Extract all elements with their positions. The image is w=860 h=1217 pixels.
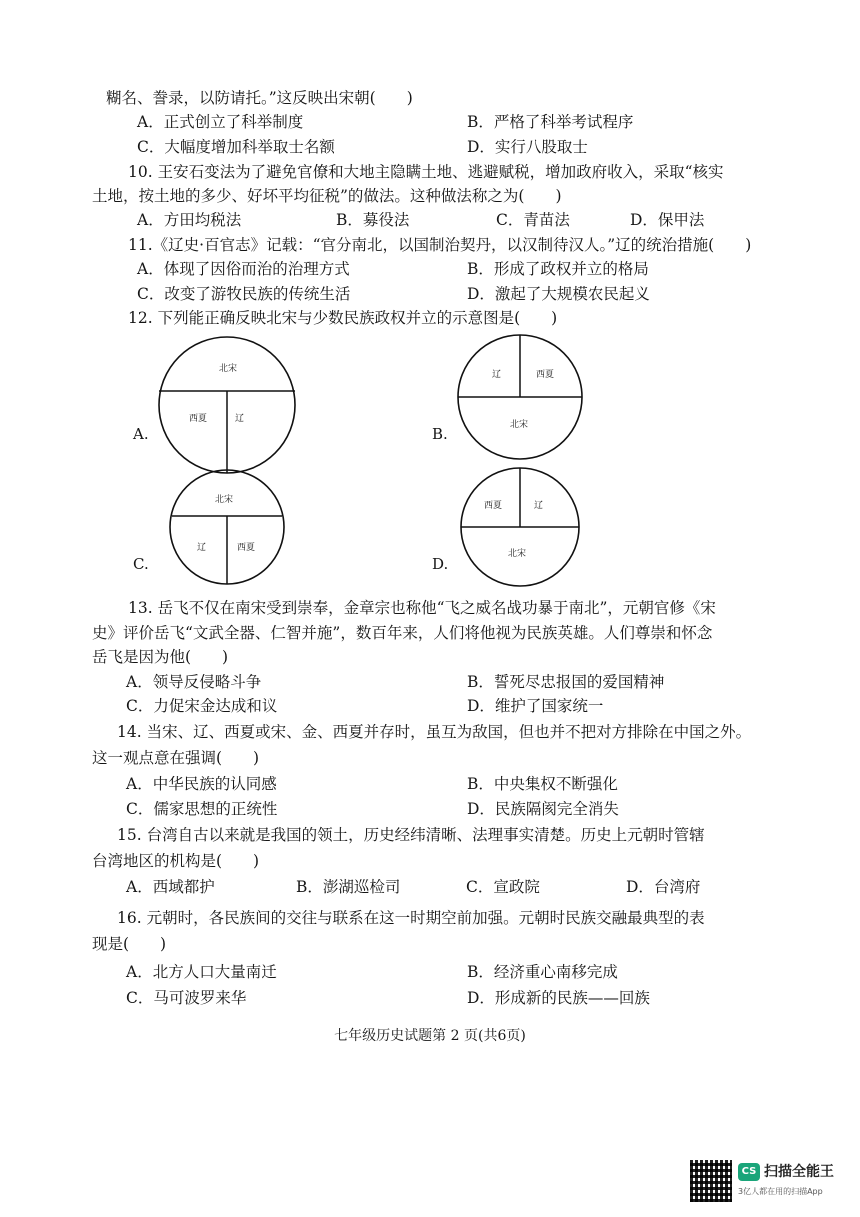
q13-option-c: C．力促宋金达成和议 <box>126 697 278 715</box>
q13-option-a: A．领导反侵略斗争 <box>126 673 262 691</box>
diagram-a-right-label: 辽 <box>235 414 245 424</box>
diagram-b-right-label: 西夏 <box>536 370 555 380</box>
diagram-d-left-label: 西夏 <box>484 501 503 511</box>
diagram-c <box>157 468 297 586</box>
diagram-b <box>456 333 584 461</box>
diagram-c-right-label: 西夏 <box>237 543 256 553</box>
diagram-a <box>157 335 297 475</box>
question-12-stem: 12. 下列能正确反映北宋与少数民族政权并立的示意图是( ) <box>128 309 558 327</box>
watermark-subtitle: 3亿人都在用的扫描App <box>738 1187 823 1196</box>
q9-option-d: D．实行八股取士 <box>467 138 588 156</box>
qr-code-icon <box>690 1160 732 1202</box>
q16-option-a: A．北方人口大量南迁 <box>126 963 277 981</box>
q11-option-c: C．改变了游牧民族的传统生活 <box>137 285 351 303</box>
question-9-stem-end: 糊名、誊录，以防请托。”这反映出宋朝( ) <box>106 89 413 107</box>
question-14-line-2: 这一观点意在强调( ) <box>92 749 260 767</box>
q15-option-a: A．西域都护 <box>126 878 215 896</box>
q10-option-b: B．募役法 <box>336 211 410 229</box>
question-13-line-3: 岳飞是因为他( ) <box>92 648 229 666</box>
question-15-line-1: 15. 台湾自古以来就是我国的领土，历史经纬清晰、法理事实清楚。历史上元朝时管辖 <box>117 826 705 844</box>
q9-option-a: A．正式创立了科举制度 <box>137 113 304 131</box>
q14-option-a: A．中华民族的认同感 <box>126 775 277 793</box>
q10-option-a: A．方田均税法 <box>137 211 242 229</box>
q13-option-b: B．誓死尽忠报国的爱国精神 <box>467 673 665 691</box>
q16-option-d: D．形成新的民族——回族 <box>467 989 650 1007</box>
diagram-b-left-label: 辽 <box>492 370 502 380</box>
question-13-line-2: 史》评价岳飞“文武全器、仁智并施”，数百年来，人们将他视为民族英雄。人们尊崇和怀念 <box>92 624 713 642</box>
question-16-line-2: 现是( ) <box>92 935 167 953</box>
q16-option-c: C．马可波罗来华 <box>126 989 247 1007</box>
diagram-c-left-label: 辽 <box>197 543 207 553</box>
q14-option-d: D．民族隔阂完全消失 <box>467 800 619 818</box>
q11-option-d: D．激起了大规模农民起义 <box>467 285 650 303</box>
question-10-line-2: 土地，按土地的多少、好坏平均征税”的做法。这种做法称之为( ) <box>92 187 562 205</box>
diagram-c-letter: C. <box>133 555 149 573</box>
diagram-a-top-label: 北宋 <box>219 364 238 374</box>
diagram-c-top-label: 北宋 <box>215 495 234 505</box>
q15-option-b: B．澎湖巡检司 <box>296 878 401 896</box>
page-footer: 七年级历史试题第 2 页(共6页) <box>334 1028 526 1044</box>
question-11-stem: 11.《辽史·百官志》记载：“官分南北，以国制治契丹，以汉制待汉人。”辽的统治措施( ) <box>128 236 752 254</box>
q9-option-c: C．大幅度增加科举取士名额 <box>137 138 335 156</box>
q11-option-b: B．形成了政权并立的格局 <box>467 260 649 278</box>
question-16-line-1: 16. 元朝时，各民族间的交往与联系在这一时期空前加强。元朝时民族交融最典型的表 <box>117 909 705 927</box>
diagram-d-bottom-label: 北宋 <box>508 549 527 559</box>
q15-option-d: D．台湾府 <box>626 878 701 896</box>
diagram-b-letter: B. <box>432 425 448 443</box>
q15-option-c: C．宣政院 <box>466 878 540 896</box>
question-10-line-1: 10. 王安石变法为了避免官僚和大地主隐瞒土地、逃避赋税，增加政府收入，采取“核实 <box>128 163 724 181</box>
q14-option-b: B．中央集权不断强化 <box>467 775 618 793</box>
watermark-title: 扫描全能王 <box>764 1164 834 1180</box>
diagram-d-letter: D. <box>432 555 449 573</box>
q9-option-b: B．严格了科举考试程序 <box>467 113 634 131</box>
q10-option-c: C．青苗法 <box>496 211 570 229</box>
diagram-d <box>456 466 584 588</box>
diagram-a-letter: A. <box>133 425 149 443</box>
diagram-b-bottom-label: 北宋 <box>510 420 529 430</box>
q10-option-d: D．保甲法 <box>630 211 705 229</box>
question-15-line-2: 台湾地区的机构是( ) <box>92 852 260 870</box>
q11-option-a: A．体现了因俗而治的治理方式 <box>137 260 350 278</box>
question-13-line-1: 13. 岳飞不仅在南宋受到崇奉，金章宗也称他“飞之威名战功暴于南北”，元朝官修《宋 <box>128 599 716 617</box>
q13-option-d: D．维护了国家统一 <box>467 697 604 715</box>
question-14-line-1: 14. 当宋、辽、西夏或宋、金、西夏并存时，虽互为敌国，但也并不把对方排除在中国之外。 <box>117 723 752 741</box>
scanner-watermark <box>690 1160 850 1206</box>
q14-option-c: C．儒家思想的正统性 <box>126 800 278 818</box>
diagram-d-right-label: 辽 <box>534 501 544 511</box>
camscanner-logo-icon: CS <box>738 1163 760 1181</box>
diagram-a-left-label: 西夏 <box>189 414 208 424</box>
q16-option-b: B．经济重心南移完成 <box>467 963 618 981</box>
